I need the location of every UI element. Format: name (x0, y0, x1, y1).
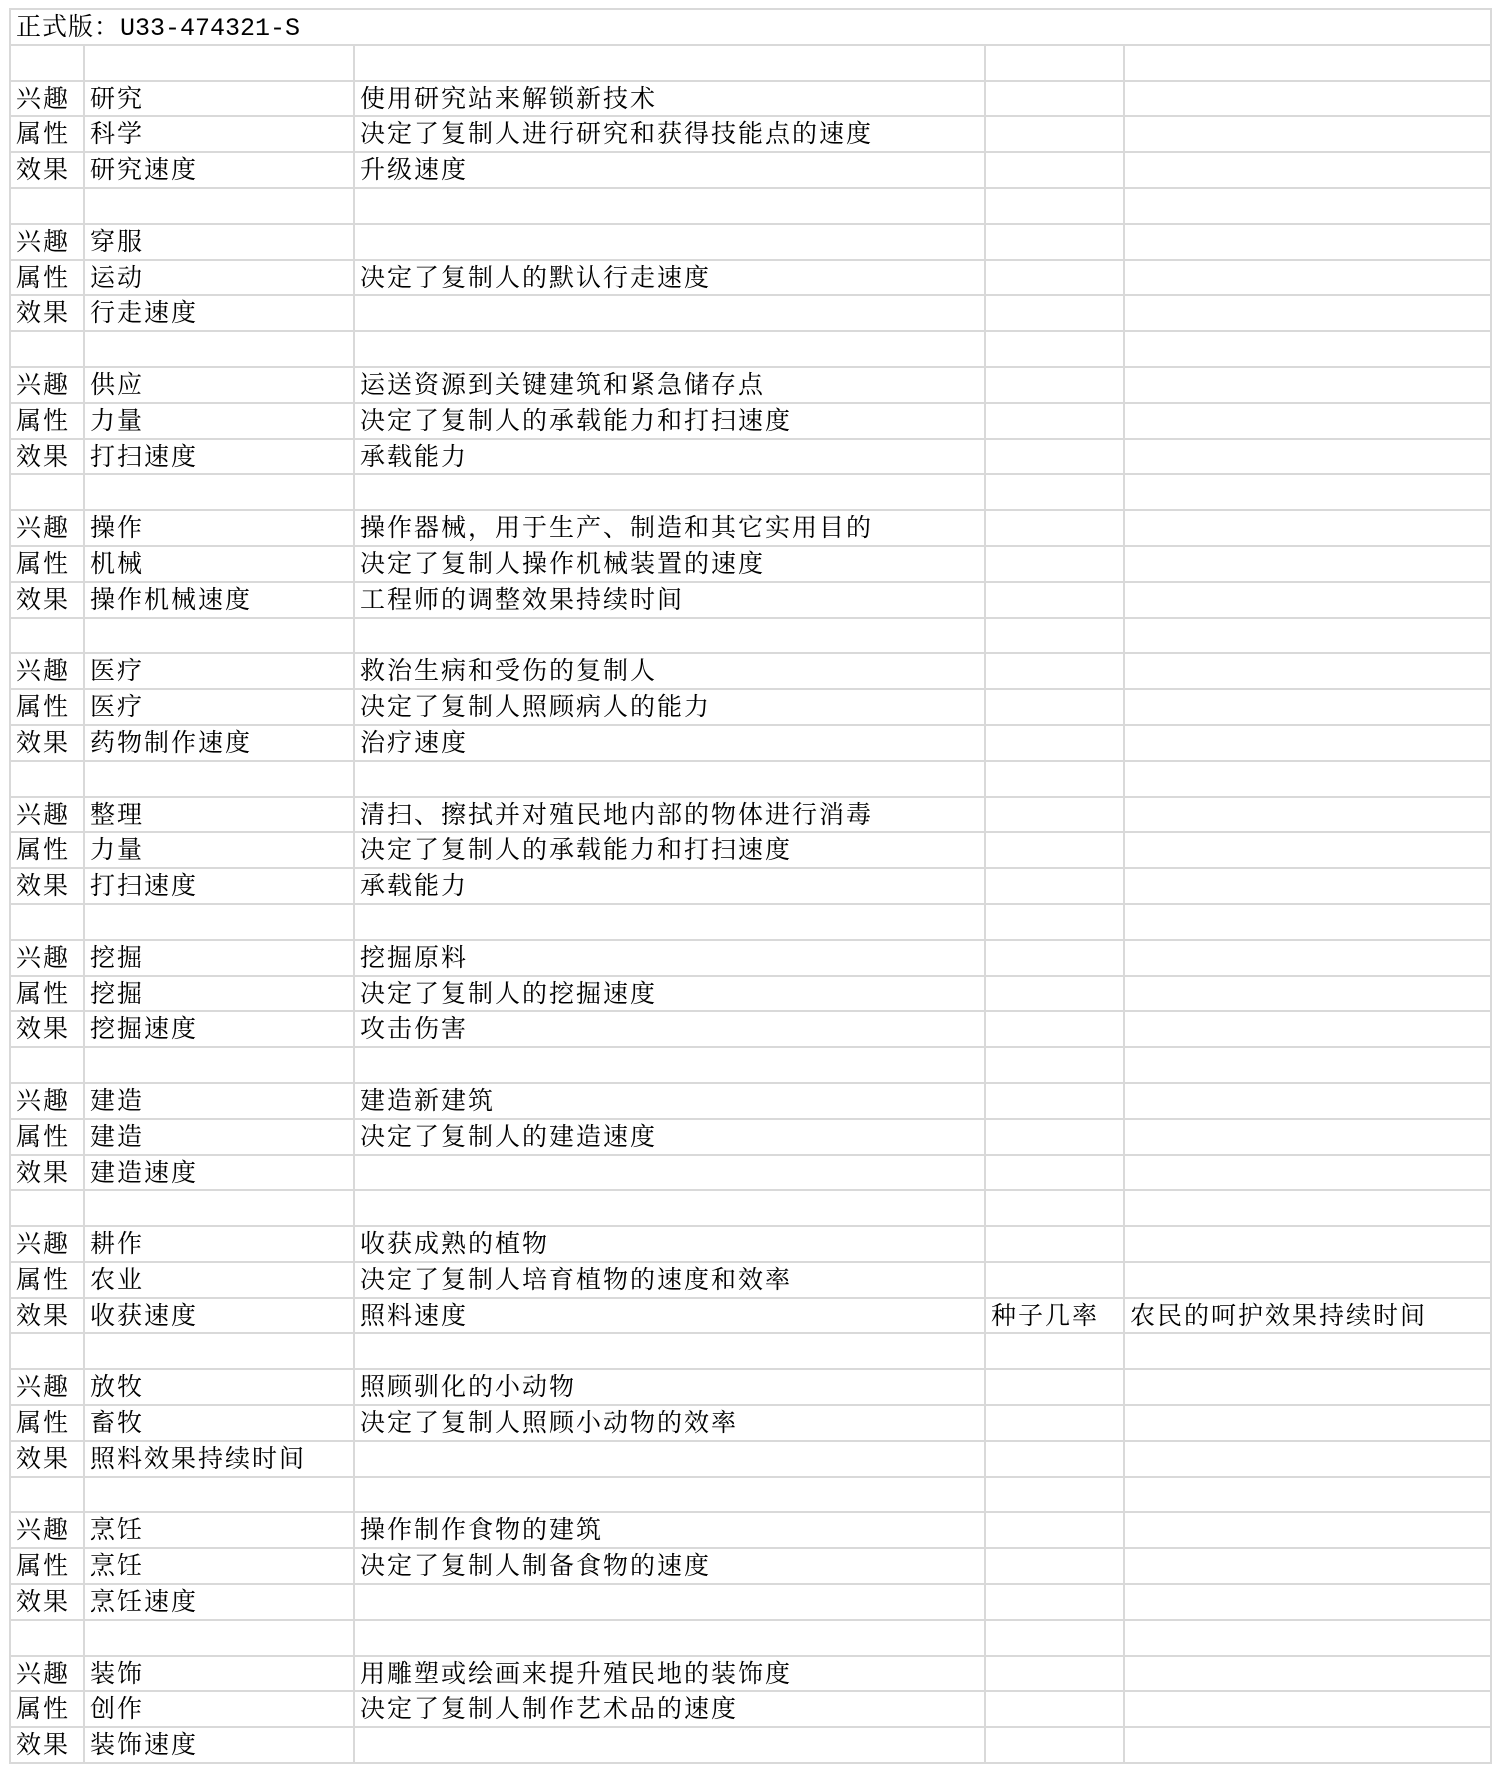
name-cell[interactable]: 装饰 (85, 1657, 355, 1691)
row-type-cell[interactable]: 兴趣 (11, 1227, 85, 1261)
extra-cell-2[interactable] (1125, 296, 1492, 330)
effect-row (11, 1728, 1492, 1764)
extra-cell-2[interactable] (1125, 654, 1492, 688)
extra-cell-1[interactable] (986, 583, 1125, 617)
cell[interactable] (355, 1191, 986, 1225)
interest-row (11, 1370, 1492, 1406)
extra-cell-1[interactable] (986, 1549, 1125, 1583)
row-type-cell[interactable]: 效果 (11, 583, 85, 617)
row-type-cell[interactable]: 兴趣 (11, 798, 85, 832)
name-cell[interactable]: 药物制作速度 (85, 726, 355, 760)
extra-cell-1[interactable] (986, 941, 1125, 975)
extra-cell-2[interactable] (1125, 1513, 1492, 1547)
cell[interactable] (85, 1621, 355, 1655)
extra-cell-2[interactable] (1125, 941, 1492, 975)
extra-cell-2[interactable] (1125, 225, 1492, 259)
attribute-row (11, 977, 1492, 1013)
row-type-cell[interactable]: 兴趣 (11, 225, 85, 259)
description-cell[interactable]: 承载能力 (355, 869, 986, 903)
description-cell[interactable]: 决定了复制人照顾病人的能力 (355, 690, 986, 724)
interest-row (11, 82, 1492, 118)
extra-cell-1[interactable] (986, 1585, 1125, 1619)
interest-row (11, 511, 1492, 547)
effect-row (11, 583, 1492, 619)
extra-cell-1[interactable] (986, 1406, 1125, 1440)
description-cell[interactable] (355, 225, 986, 259)
cell[interactable] (11, 1478, 85, 1512)
cell[interactable] (85, 46, 355, 80)
extra-cell-1[interactable]: 种子几率 (986, 1299, 1125, 1333)
cell[interactable] (986, 1621, 1125, 1655)
effect-row (11, 726, 1492, 762)
cell[interactable] (355, 1048, 986, 1082)
extra-cell-2[interactable] (1125, 1549, 1492, 1583)
interest-row (11, 1084, 1492, 1120)
cell[interactable] (1125, 332, 1492, 366)
cell[interactable] (355, 762, 986, 796)
blank-row (11, 1621, 1492, 1657)
description-cell[interactable]: 操作器械，用于生产、制造和其它实用目的 (355, 511, 986, 545)
cell[interactable] (11, 332, 85, 366)
interest-row (11, 1227, 1492, 1263)
extra-cell-1[interactable] (986, 798, 1125, 832)
extra-cell-1[interactable] (986, 833, 1125, 867)
extra-cell-1[interactable] (986, 977, 1125, 1011)
name-cell[interactable]: 建造速度 (85, 1156, 355, 1190)
extra-cell-1[interactable] (986, 1120, 1125, 1154)
effect-row (11, 440, 1492, 476)
extra-cell-1[interactable] (986, 1263, 1125, 1297)
effect-row (11, 1012, 1492, 1048)
effect-row (11, 1585, 1492, 1621)
cell[interactable] (11, 475, 85, 509)
description-cell[interactable] (355, 1728, 986, 1762)
extra-cell-2[interactable] (1125, 511, 1492, 545)
interest-row (11, 1657, 1492, 1693)
name-cell[interactable]: 力量 (85, 404, 355, 438)
description-cell[interactable]: 决定了复制人操作机械装置的速度 (355, 547, 986, 581)
row-type-cell[interactable]: 兴趣 (11, 1084, 85, 1118)
attribute-row (11, 261, 1492, 297)
extra-cell-1[interactable] (986, 547, 1125, 581)
cell[interactable] (1125, 905, 1492, 939)
effect-row (11, 296, 1492, 332)
name-cell[interactable]: 装饰速度 (85, 1728, 355, 1762)
blank-row (11, 1478, 1492, 1514)
cell[interactable] (85, 1334, 355, 1368)
cell[interactable] (11, 619, 85, 653)
name-cell[interactable]: 创作 (85, 1692, 355, 1726)
description-cell[interactable] (355, 1442, 986, 1476)
description-cell[interactable]: 决定了复制人进行研究和获得技能点的速度 (355, 117, 986, 151)
row-type-cell[interactable]: 兴趣 (11, 1513, 85, 1547)
name-cell[interactable]: 打扫速度 (85, 440, 355, 474)
cell[interactable] (1125, 46, 1492, 80)
cell[interactable] (355, 46, 986, 80)
blank-row (11, 619, 1492, 655)
attribute-row (11, 1263, 1492, 1299)
row-type-cell[interactable]: 兴趣 (11, 654, 85, 688)
cell[interactable] (11, 1048, 85, 1082)
extra-cell-1[interactable] (986, 1012, 1125, 1046)
description-cell[interactable]: 攻击伤害 (355, 1012, 986, 1046)
blank-row (11, 189, 1492, 225)
effect-row (11, 869, 1492, 905)
row-type-cell[interactable]: 效果 (11, 440, 85, 474)
name-cell[interactable]: 行走速度 (85, 296, 355, 330)
row-type-cell[interactable]: 效果 (11, 726, 85, 760)
extra-cell-2[interactable] (1125, 261, 1492, 295)
description-cell[interactable]: 治疗速度 (355, 726, 986, 760)
cell[interactable] (986, 1478, 1125, 1512)
extra-cell-2[interactable] (1125, 1012, 1492, 1046)
version-code: U33-474321-S (120, 14, 301, 43)
cell[interactable] (355, 1478, 986, 1512)
extra-cell-1[interactable] (986, 1513, 1125, 1547)
description-cell[interactable]: 清扫、擦拭并对殖民地内部的物体进行消毒 (355, 798, 986, 832)
extra-cell-2[interactable] (1125, 583, 1492, 617)
interest-row (11, 368, 1492, 404)
row-type-cell[interactable]: 属性 (11, 1406, 85, 1440)
name-cell[interactable]: 烹饪速度 (85, 1585, 355, 1619)
spreadsheet-grid (9, 8, 1492, 1764)
name-cell[interactable]: 挖掘 (85, 977, 355, 1011)
cell[interactable] (11, 46, 85, 80)
cell[interactable] (11, 1191, 85, 1225)
row-type-cell[interactable]: 效果 (11, 1442, 85, 1476)
extra-cell-1[interactable] (986, 726, 1125, 760)
cell[interactable] (1125, 189, 1492, 223)
interest-row (11, 225, 1492, 261)
extra-cell-1[interactable] (986, 440, 1125, 474)
extra-cell-1[interactable] (986, 368, 1125, 402)
extra-cell-2[interactable] (1125, 1227, 1492, 1261)
cell[interactable] (1125, 1048, 1492, 1082)
extra-cell-1[interactable] (986, 869, 1125, 903)
row-type-cell[interactable]: 兴趣 (11, 1657, 85, 1691)
extra-cell-2[interactable] (1125, 1728, 1492, 1762)
extra-cell-2[interactable] (1125, 1120, 1492, 1154)
extra-cell-1[interactable] (986, 153, 1125, 187)
attribute-row (11, 833, 1492, 869)
cell[interactable] (1125, 1334, 1492, 1368)
title-prefix: 正式版： (16, 12, 121, 41)
cell[interactable] (986, 1048, 1125, 1082)
attribute-row (11, 1549, 1492, 1585)
cell[interactable] (986, 1334, 1125, 1368)
extra-cell-2[interactable] (1125, 1263, 1492, 1297)
row-type-cell[interactable]: 属性 (11, 1549, 85, 1583)
description-cell[interactable]: 决定了复制人制作艺术品的速度 (355, 1692, 986, 1726)
row-type-cell[interactable]: 效果 (11, 1156, 85, 1190)
cell[interactable] (986, 46, 1125, 80)
extra-cell-1[interactable] (986, 690, 1125, 724)
name-cell[interactable]: 照料效果持续时间 (85, 1442, 355, 1476)
row-type-cell[interactable]: 属性 (11, 1120, 85, 1154)
cell[interactable] (355, 905, 986, 939)
name-cell[interactable]: 供应 (85, 368, 355, 402)
extra-cell-1[interactable] (986, 225, 1125, 259)
extra-cell-1[interactable] (986, 117, 1125, 151)
cell[interactable] (11, 905, 85, 939)
interest-row (11, 941, 1492, 977)
description-cell[interactable]: 挖掘原料 (355, 941, 986, 975)
cell[interactable] (1125, 1621, 1492, 1655)
extra-cell-2[interactable] (1125, 440, 1492, 474)
name-cell[interactable]: 操作机械速度 (85, 583, 355, 617)
extra-cell-2[interactable] (1125, 690, 1492, 724)
cell[interactable] (85, 1478, 355, 1512)
extra-cell-1[interactable] (986, 1156, 1125, 1190)
name-cell[interactable]: 穿服 (85, 225, 355, 259)
extra-cell-2[interactable] (1125, 153, 1492, 187)
extra-cell-1[interactable] (986, 1442, 1125, 1476)
effect-row (11, 1442, 1492, 1478)
name-cell[interactable]: 挖掘速度 (85, 1012, 355, 1046)
description-cell[interactable]: 决定了复制人制备食物的速度 (355, 1549, 986, 1583)
cell[interactable] (986, 1191, 1125, 1225)
description-cell[interactable]: 用雕塑或绘画来提升殖民地的装饰度 (355, 1657, 986, 1691)
blank-row (11, 762, 1492, 798)
cell[interactable] (85, 332, 355, 366)
extra-cell-2[interactable] (1125, 1370, 1492, 1404)
extra-cell-2[interactable] (1125, 726, 1492, 760)
description-cell[interactable] (355, 1156, 986, 1190)
cell[interactable] (1125, 1191, 1492, 1225)
name-cell[interactable]: 研究 (85, 82, 355, 116)
interest-row (11, 654, 1492, 690)
extra-cell-2[interactable] (1125, 1156, 1492, 1190)
extra-cell-2[interactable] (1125, 82, 1492, 116)
extra-cell-2[interactable]: 农民的呵护效果持续时间 (1125, 1299, 1492, 1333)
row-type-cell[interactable]: 兴趣 (11, 1370, 85, 1404)
cell[interactable] (1125, 619, 1492, 653)
cell[interactable] (355, 189, 986, 223)
row-type-cell[interactable]: 属性 (11, 1263, 85, 1297)
row-type-cell[interactable]: 属性 (11, 117, 85, 151)
cell[interactable] (85, 1191, 355, 1225)
cell[interactable] (85, 475, 355, 509)
extra-cell-1[interactable] (986, 1227, 1125, 1261)
cell[interactable] (1125, 762, 1492, 796)
description-cell[interactable]: 决定了复制人培育植物的速度和效率 (355, 1263, 986, 1297)
cell[interactable] (986, 189, 1125, 223)
extra-cell-2[interactable] (1125, 368, 1492, 402)
cell[interactable] (355, 619, 986, 653)
cell[interactable] (11, 1621, 85, 1655)
cell[interactable] (85, 1048, 355, 1082)
row-type-cell[interactable]: 属性 (11, 690, 85, 724)
cell[interactable] (986, 762, 1125, 796)
blank-row (11, 1191, 1492, 1227)
name-cell[interactable]: 烹饪 (85, 1513, 355, 1547)
extra-cell-2[interactable] (1125, 869, 1492, 903)
name-cell[interactable]: 机械 (85, 547, 355, 581)
effect-row (11, 153, 1492, 189)
blank-row (11, 46, 1492, 82)
attribute-row (11, 117, 1492, 153)
cell[interactable] (355, 1621, 986, 1655)
cell[interactable] (11, 1334, 85, 1368)
title-cell[interactable] (11, 10, 1492, 44)
description-cell[interactable]: 建造新建筑 (355, 1084, 986, 1118)
name-cell[interactable]: 建造 (85, 1084, 355, 1118)
extra-cell-1[interactable] (986, 261, 1125, 295)
row-type-cell[interactable]: 属性 (11, 977, 85, 1011)
attribute-row (11, 690, 1492, 726)
description-cell[interactable]: 承载能力 (355, 440, 986, 474)
title-row (11, 10, 1492, 46)
extra-cell-1[interactable] (986, 1728, 1125, 1762)
extra-cell-2[interactable] (1125, 1406, 1492, 1440)
description-cell[interactable]: 运送资源到关键建筑和紧急储存点 (355, 368, 986, 402)
extra-cell-1[interactable] (986, 654, 1125, 688)
description-cell[interactable]: 工程师的调整效果持续时间 (355, 583, 986, 617)
cell[interactable] (986, 475, 1125, 509)
row-type-cell[interactable]: 属性 (11, 547, 85, 581)
row-type-cell[interactable]: 效果 (11, 869, 85, 903)
cell[interactable] (986, 332, 1125, 366)
name-cell[interactable]: 整理 (85, 798, 355, 832)
effect-row (11, 1156, 1492, 1192)
extra-cell-1[interactable] (986, 82, 1125, 116)
name-cell[interactable]: 烹饪 (85, 1549, 355, 1583)
cell[interactable] (986, 905, 1125, 939)
extra-cell-2[interactable] (1125, 798, 1492, 832)
cell[interactable] (85, 189, 355, 223)
attribute-row (11, 547, 1492, 583)
blank-row (11, 1334, 1492, 1370)
row-type-cell[interactable]: 效果 (11, 296, 85, 330)
row-type-cell[interactable]: 效果 (11, 1012, 85, 1046)
extra-cell-1[interactable] (986, 1370, 1125, 1404)
cell[interactable] (355, 475, 986, 509)
name-cell[interactable]: 畜牧 (85, 1406, 355, 1440)
extra-cell-2[interactable] (1125, 404, 1492, 438)
row-type-cell[interactable]: 兴趣 (11, 511, 85, 545)
extra-cell-1[interactable] (986, 296, 1125, 330)
cell[interactable] (1125, 1478, 1492, 1512)
description-cell[interactable]: 照顾驯化的小动物 (355, 1370, 986, 1404)
name-cell[interactable]: 建造 (85, 1120, 355, 1154)
name-cell[interactable]: 农业 (85, 1263, 355, 1297)
name-cell[interactable]: 收获速度 (85, 1299, 355, 1333)
description-cell[interactable]: 使用研究站来解锁新技术 (355, 82, 986, 116)
interest-row (11, 798, 1492, 834)
row-type-cell[interactable]: 属性 (11, 261, 85, 295)
name-cell[interactable]: 研究速度 (85, 153, 355, 187)
extra-cell-1[interactable] (986, 1692, 1125, 1726)
extra-cell-1[interactable] (986, 404, 1125, 438)
name-cell[interactable]: 挖掘 (85, 941, 355, 975)
attribute-row (11, 1406, 1492, 1442)
cell[interactable] (85, 619, 355, 653)
name-cell[interactable]: 医疗 (85, 690, 355, 724)
row-type-cell[interactable]: 效果 (11, 1585, 85, 1619)
extra-cell-2[interactable] (1125, 1657, 1492, 1691)
attribute-row (11, 1692, 1492, 1728)
extra-cell-2[interactable] (1125, 833, 1492, 867)
cell[interactable] (11, 762, 85, 796)
extra-cell-2[interactable] (1125, 117, 1492, 151)
description-cell[interactable] (355, 1585, 986, 1619)
row-type-cell[interactable]: 效果 (11, 1299, 85, 1333)
name-cell[interactable]: 运动 (85, 261, 355, 295)
name-cell[interactable]: 力量 (85, 833, 355, 867)
description-cell[interactable]: 操作制作食物的建筑 (355, 1513, 986, 1547)
description-cell[interactable]: 救治生病和受伤的复制人 (355, 654, 986, 688)
name-cell[interactable]: 放牧 (85, 1370, 355, 1404)
extra-cell-2[interactable] (1125, 1084, 1492, 1118)
attribute-row (11, 1120, 1492, 1156)
row-type-cell[interactable]: 兴趣 (11, 368, 85, 402)
blank-row (11, 1048, 1492, 1084)
blank-row (11, 475, 1492, 511)
extra-cell-2[interactable] (1125, 1692, 1492, 1726)
extra-cell-1[interactable] (986, 1084, 1125, 1118)
extra-cell-2[interactable] (1125, 977, 1492, 1011)
cell[interactable] (986, 619, 1125, 653)
description-cell[interactable]: 决定了复制人的承载能力和打扫速度 (355, 833, 986, 867)
description-cell[interactable] (355, 296, 986, 330)
description-cell[interactable]: 决定了复制人的默认行走速度 (355, 261, 986, 295)
blank-row (11, 905, 1492, 941)
cell[interactable] (355, 332, 986, 366)
row-type-cell[interactable]: 兴趣 (11, 82, 85, 116)
cell[interactable] (11, 189, 85, 223)
cell[interactable] (355, 1334, 986, 1368)
blank-row (11, 332, 1492, 368)
name-cell[interactable]: 科学 (85, 117, 355, 151)
description-cell[interactable]: 升级速度 (355, 153, 986, 187)
effect-row (11, 1299, 1492, 1335)
cell[interactable] (1125, 475, 1492, 509)
extra-cell-2[interactable] (1125, 1442, 1492, 1476)
name-cell[interactable]: 医疗 (85, 654, 355, 688)
name-cell[interactable]: 打扫速度 (85, 869, 355, 903)
description-cell[interactable]: 照料速度 (355, 1299, 986, 1333)
cell[interactable] (85, 905, 355, 939)
extra-cell-1[interactable] (986, 511, 1125, 545)
row-type-cell[interactable]: 效果 (11, 153, 85, 187)
row-type-cell[interactable]: 属性 (11, 1692, 85, 1726)
name-cell[interactable]: 操作 (85, 511, 355, 545)
extra-cell-2[interactable] (1125, 1585, 1492, 1619)
extra-cell-2[interactable] (1125, 547, 1492, 581)
description-cell[interactable]: 决定了复制人的承载能力和打扫速度 (355, 404, 986, 438)
row-type-cell[interactable]: 效果 (11, 1728, 85, 1762)
extra-cell-1[interactable] (986, 1657, 1125, 1691)
row-type-cell[interactable]: 属性 (11, 404, 85, 438)
interest-row (11, 1513, 1492, 1549)
cell[interactable] (85, 762, 355, 796)
description-cell[interactable]: 决定了复制人照顾小动物的效率 (355, 1406, 986, 1440)
description-cell[interactable]: 决定了复制人的建造速度 (355, 1120, 986, 1154)
name-cell[interactable]: 耕作 (85, 1227, 355, 1261)
description-cell[interactable]: 收获成熟的植物 (355, 1227, 986, 1261)
row-type-cell[interactable]: 兴趣 (11, 941, 85, 975)
row-type-cell[interactable]: 属性 (11, 833, 85, 867)
description-cell[interactable]: 决定了复制人的挖掘速度 (355, 977, 986, 1011)
attribute-row (11, 404, 1492, 440)
